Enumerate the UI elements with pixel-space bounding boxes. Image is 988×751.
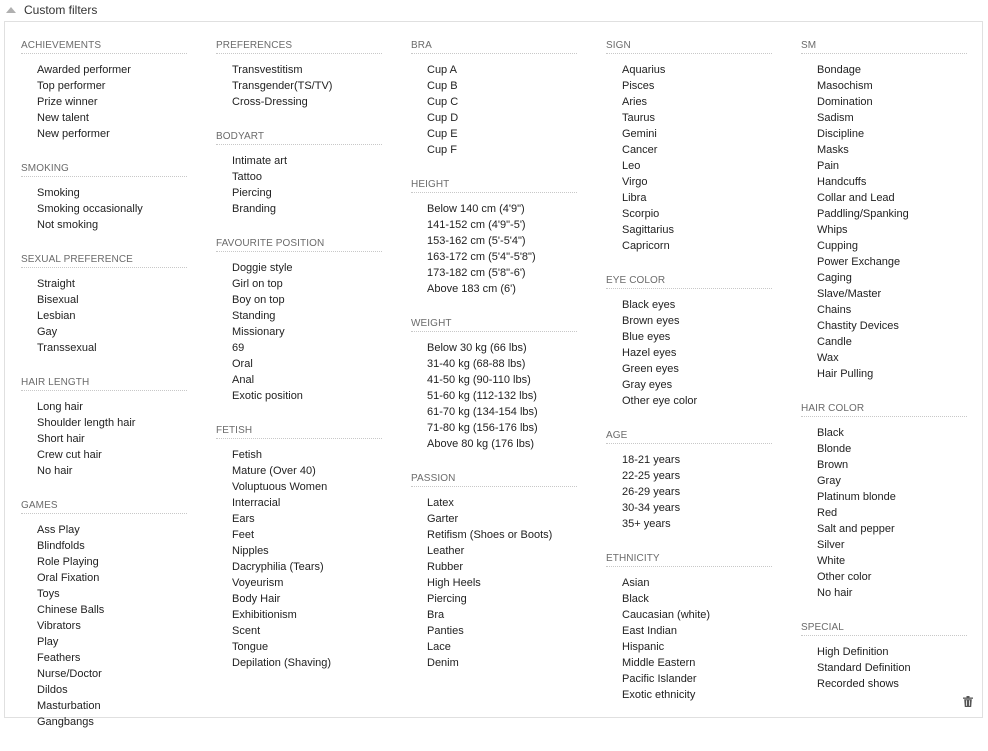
filter-group [411, 318, 577, 452]
filter-option[interactable]: High Heels [427, 577, 481, 589]
filter-group [21, 500, 187, 730]
filter-group-title: EYE COLOR [606, 275, 772, 289]
filter-option[interactable]: Lace [427, 641, 451, 653]
filter-option[interactable]: Cup E [427, 128, 458, 140]
filter-group-title: BODYART [216, 131, 382, 145]
filter-option[interactable]: Prize winner [37, 96, 98, 108]
filter-option-list [606, 452, 772, 532]
filter-group [606, 430, 772, 532]
filter-option[interactable]: 35+ years [622, 518, 671, 530]
filter-option[interactable]: New talent [37, 112, 89, 124]
filter-option-list [606, 62, 772, 254]
filter-option[interactable]: 163-172 cm (5'4"-5'8") [427, 251, 536, 263]
filter-option[interactable]: Fetish [232, 449, 262, 461]
filter-option[interactable]: Crew cut hair [37, 449, 102, 461]
filter-option[interactable]: 30-34 years [622, 502, 681, 514]
filter-option[interactable]: Blue eyes [622, 331, 671, 343]
filter-option-list [801, 62, 967, 382]
filter-option[interactable]: Bondage [817, 64, 862, 76]
filter-option[interactable]: Transsexual [37, 342, 97, 354]
filter-option[interactable]: Pacific Islander [622, 673, 697, 685]
filter-option[interactable]: Above 183 cm (6') [427, 283, 516, 295]
filter-option[interactable]: Nipples [232, 545, 269, 557]
filter-option[interactable]: Doggie style [232, 262, 293, 274]
filter-option[interactable]: Discipline [817, 128, 865, 140]
filter-option[interactable]: Below 30 kg (66 lbs) [427, 342, 527, 354]
filter-group-title: FAVOURITE POSITION [216, 238, 382, 252]
filter-group [411, 473, 577, 671]
custom-filters-title: Custom filters [24, 3, 98, 17]
filter-option[interactable]: Oral Fixation [37, 572, 100, 584]
filter-option[interactable]: Cross-Dressing [232, 96, 308, 108]
filter-group [21, 254, 187, 356]
filter-option[interactable]: Wax [817, 352, 839, 364]
filter-option-list [801, 425, 967, 601]
filter-option[interactable]: Latex [427, 497, 454, 509]
filter-option[interactable]: 31-40 kg (68-88 lbs) [427, 358, 526, 370]
custom-filters-toggle[interactable] [6, 2, 97, 18]
filter-group [606, 553, 772, 703]
filter-option[interactable]: Exotic position [232, 390, 303, 402]
filter-option[interactable]: Toys [37, 588, 60, 600]
filter-option[interactable]: Paddling/Spanking [817, 208, 909, 220]
filter-option[interactable]: Cupping [817, 240, 858, 252]
filter-option[interactable]: Gangbangs [37, 716, 94, 728]
filter-option[interactable]: Slave/Master [817, 288, 882, 300]
filter-option[interactable]: Interracial [232, 497, 281, 509]
filter-option[interactable]: East Indian [622, 625, 678, 637]
filter-option[interactable]: Ears [232, 513, 255, 525]
filter-option[interactable]: Black [622, 593, 649, 605]
filter-column [801, 40, 967, 713]
filter-group [411, 40, 577, 158]
filter-group-title: GAMES [21, 500, 187, 514]
filter-option[interactable]: Mature (Over 40) [232, 465, 316, 477]
filter-option[interactable]: Recorded shows [817, 678, 899, 690]
filter-option[interactable]: Sadism [817, 112, 854, 124]
filter-group-title: SM [801, 40, 967, 54]
filter-option[interactable]: Masks [817, 144, 849, 156]
filter-option[interactable]: Aries [622, 96, 648, 108]
filter-option[interactable]: Branding [232, 203, 277, 215]
filter-option[interactable]: Blindfolds [37, 540, 85, 552]
filter-option[interactable]: 22-25 years [622, 470, 681, 482]
filter-option-list [411, 201, 577, 297]
filter-option[interactable]: Voluptuous Women [232, 481, 328, 493]
filter-group [21, 40, 187, 142]
filter-option[interactable]: Leather [427, 545, 465, 557]
filter-option[interactable]: Cup F [427, 144, 457, 156]
filter-option[interactable]: Standard Definition [817, 662, 911, 674]
filter-group-title: HAIR COLOR [801, 403, 967, 417]
filter-option[interactable]: Gray [817, 475, 841, 487]
filter-option[interactable]: Transvestitism [232, 64, 303, 76]
filter-option[interactable]: High Definition [817, 646, 889, 658]
filter-option[interactable]: Masturbation [37, 700, 101, 712]
filter-group-title: BRA [411, 40, 577, 54]
filter-option[interactable]: 141-152 cm (4'9"-5') [427, 219, 526, 231]
filter-option[interactable]: Libra [622, 192, 647, 204]
filter-column [216, 40, 382, 692]
filter-option[interactable]: White [817, 555, 846, 567]
filter-option[interactable]: Standing [232, 310, 276, 322]
filter-option-list [216, 260, 382, 404]
filter-option[interactable]: Green eyes [622, 363, 679, 375]
filter-option[interactable]: Whips [817, 224, 848, 236]
filter-option-list [21, 62, 187, 142]
filter-group-title: SEXUAL PREFERENCE [21, 254, 187, 268]
filter-option[interactable]: Brown [817, 459, 849, 471]
filter-option[interactable]: Bra [427, 609, 445, 621]
filter-option[interactable]: 153-162 cm (5'-5'4") [427, 235, 526, 247]
filter-option[interactable]: Shoulder length hair [37, 417, 136, 429]
filter-option[interactable]: Lesbian [37, 310, 76, 322]
filter-option[interactable]: Asian [622, 577, 650, 589]
filter-option[interactable]: Tattoo [232, 171, 262, 183]
filter-option-list [21, 399, 187, 479]
filter-option[interactable]: Collar and Lead [817, 192, 895, 204]
filter-option[interactable]: Masochism [817, 80, 873, 92]
filter-option-list [411, 340, 577, 452]
filter-option[interactable]: Sagittarius [622, 224, 674, 236]
filter-option[interactable]: Voyeurism [232, 577, 284, 589]
filter-option[interactable]: Silver [817, 539, 845, 551]
filter-option-list [606, 575, 772, 703]
filter-option[interactable]: Panties [427, 625, 464, 637]
filter-group-title: SIGN [606, 40, 772, 54]
filter-option[interactable]: 173-182 cm (5'8"-6') [427, 267, 526, 279]
filter-option[interactable]: Platinum blonde [817, 491, 896, 503]
filter-option[interactable]: Below 140 cm (4'9") [427, 203, 525, 215]
filter-option-list [21, 185, 187, 233]
filter-option[interactable]: Oral [232, 358, 253, 370]
filter-option[interactable]: Red [817, 507, 838, 519]
filter-option[interactable]: Leo [622, 160, 641, 172]
filter-option[interactable]: Long hair [37, 401, 83, 413]
filter-option[interactable]: 61-70 kg (134-154 lbs) [427, 406, 538, 418]
filter-option[interactable]: Blonde [817, 443, 852, 455]
filter-option[interactable]: Girl on top [232, 278, 283, 290]
filter-group-title: HEIGHT [411, 179, 577, 193]
filter-option[interactable]: Not smoking [37, 219, 99, 231]
filter-option[interactable]: Handcuffs [817, 176, 867, 188]
filter-option[interactable]: 18-21 years [622, 454, 681, 466]
filter-group [21, 163, 187, 233]
filter-option[interactable]: Pisces [622, 80, 655, 92]
filter-group [216, 425, 382, 671]
filter-option[interactable]: Ass Play [37, 524, 80, 536]
filter-option[interactable]: Top performer [37, 80, 106, 92]
filter-option[interactable]: Short hair [37, 433, 85, 445]
filter-option[interactable]: Body Hair [232, 593, 281, 605]
filter-option-list [216, 62, 382, 110]
filter-option[interactable]: Transgender(TS/TV) [232, 80, 333, 92]
filter-option[interactable]: Domination [817, 96, 873, 108]
filter-option[interactable]: Piercing [232, 187, 272, 199]
filter-option[interactable]: Taurus [622, 112, 656, 124]
filter-group-title: SMOKING [21, 163, 187, 177]
filter-option[interactable]: Dildos [37, 684, 68, 696]
filter-option[interactable]: Other color [817, 571, 872, 583]
filter-option[interactable]: Anal [232, 374, 255, 386]
filter-option-list [216, 153, 382, 217]
filter-option[interactable]: Awarded performer [37, 64, 131, 76]
filter-option[interactable]: Cancer [622, 144, 658, 156]
filter-option[interactable]: Virgo [622, 176, 648, 188]
filter-column [21, 40, 187, 751]
filter-option[interactable]: Scorpio [622, 208, 660, 220]
filter-option-list [411, 62, 577, 158]
filter-option[interactable]: Caucasian (white) [622, 609, 711, 621]
filter-option-list [216, 447, 382, 671]
filter-option-list [411, 495, 577, 671]
filter-group [216, 131, 382, 217]
filter-option[interactable]: Gemini [622, 128, 657, 140]
filter-option[interactable]: Intimate art [232, 155, 288, 167]
filter-option[interactable]: Cup C [427, 96, 459, 108]
filter-option[interactable]: Piercing [427, 593, 467, 605]
filter-group-title: PASSION [411, 473, 577, 487]
filter-option[interactable]: No hair [817, 587, 853, 599]
filter-option[interactable]: Gay [37, 326, 58, 338]
filter-option[interactable]: 26-29 years [622, 486, 681, 498]
filter-column [411, 40, 577, 692]
filter-group-title: WEIGHT [411, 318, 577, 332]
filter-option[interactable]: Vibrators [37, 620, 81, 632]
filter-option[interactable]: Nurse/Doctor [37, 668, 102, 680]
filter-group-title: FETISH [216, 425, 382, 439]
filter-option[interactable]: Feet [232, 529, 255, 541]
filter-column [606, 40, 772, 724]
filter-option[interactable]: Feathers [37, 652, 81, 664]
filter-option[interactable]: Bisexual [37, 294, 79, 306]
filter-option[interactable]: Missionary [232, 326, 285, 338]
filter-group-title: ACHIEVEMENTS [21, 40, 187, 54]
filter-option[interactable]: Tongue [232, 641, 269, 653]
filter-option[interactable]: New performer [37, 128, 110, 140]
filter-group [801, 622, 967, 692]
filter-option[interactable]: Candle [817, 336, 852, 348]
filter-option[interactable]: Depilation (Shaving) [232, 657, 332, 669]
filter-option[interactable]: Cup A [427, 64, 457, 76]
filter-option[interactable]: Role Playing [37, 556, 99, 568]
filter-option-list [606, 297, 772, 409]
filter-option[interactable]: Other eye color [622, 395, 698, 407]
filter-option[interactable]: Black [817, 427, 844, 439]
filter-option-list [21, 522, 187, 730]
filter-group-title: PREFERENCES [216, 40, 382, 54]
filter-group [216, 238, 382, 404]
filter-group [411, 179, 577, 297]
filter-option[interactable]: Dacryphilia (Tears) [232, 561, 324, 573]
filter-option[interactable]: Pain [817, 160, 840, 172]
filter-option[interactable]: Smoking occasionally [37, 203, 143, 215]
filter-option[interactable]: Capricorn [622, 240, 670, 252]
filter-option[interactable]: Black eyes [622, 299, 676, 311]
filter-group-title: ETHNICITY [606, 553, 772, 567]
filter-group-title: AGE [606, 430, 772, 444]
filter-option[interactable]: Cup D [427, 112, 459, 124]
filter-option[interactable]: Above 80 kg (176 lbs) [427, 438, 535, 450]
custom-filters-panel [4, 21, 983, 728]
filter-option[interactable]: Play [37, 636, 59, 648]
filter-option[interactable]: 71-80 kg (156-176 lbs) [427, 422, 538, 434]
filter-option[interactable]: 51-60 kg (112-132 lbs) [427, 390, 537, 402]
filter-option[interactable]: Power Exchange [817, 256, 901, 268]
filter-option[interactable]: Gray eyes [622, 379, 673, 391]
filter-option[interactable]: Hair Pulling [817, 368, 874, 380]
filter-option[interactable]: Middle Eastern [622, 657, 696, 669]
filter-option[interactable]: Chains [817, 304, 852, 316]
filter-group-title: HAIR LENGTH [21, 377, 187, 391]
filter-option[interactable]: Denim [427, 657, 459, 669]
filter-option[interactable]: Hispanic [622, 641, 665, 653]
filter-option[interactable]: Retifism (Shoes or Boots) [427, 529, 553, 541]
filter-group [216, 40, 382, 110]
filter-option[interactable]: Aquarius [622, 64, 666, 76]
filter-option[interactable]: Exhibitionism [232, 609, 297, 621]
filter-option[interactable]: No hair [37, 465, 73, 477]
filter-option[interactable]: 69 [232, 342, 245, 354]
filter-option[interactable]: Boy on top [232, 294, 285, 306]
caret-up-icon[interactable] [6, 7, 16, 13]
filter-option[interactable]: Straight [37, 278, 75, 290]
filter-option-list [801, 644, 967, 692]
filter-option[interactable]: Chinese Balls [37, 604, 105, 616]
filter-option[interactable]: 41-50 kg (90-110 lbs) [427, 374, 531, 386]
filter-option[interactable]: Exotic ethnicity [622, 689, 696, 701]
filter-group-title: SPECIAL [801, 622, 967, 636]
filter-option[interactable]: Brown eyes [622, 315, 680, 327]
filter-option[interactable]: Scent [232, 625, 261, 637]
filter-group [801, 403, 967, 601]
filter-group [801, 40, 967, 382]
filter-option[interactable]: Caging [817, 272, 852, 284]
filter-group [606, 275, 772, 409]
filter-option[interactable]: Garter [427, 513, 459, 525]
filter-option[interactable]: Smoking [37, 187, 80, 199]
filter-option[interactable]: Rubber [427, 561, 464, 573]
filter-option-list [21, 276, 187, 356]
filter-option[interactable]: Hazel eyes [622, 347, 677, 359]
filter-group [606, 40, 772, 254]
filter-option[interactable]: Salt and pepper [817, 523, 895, 535]
filter-option[interactable]: Cup B [427, 80, 458, 92]
filter-option[interactable]: Chastity Devices [817, 320, 899, 332]
filter-group [21, 377, 187, 479]
